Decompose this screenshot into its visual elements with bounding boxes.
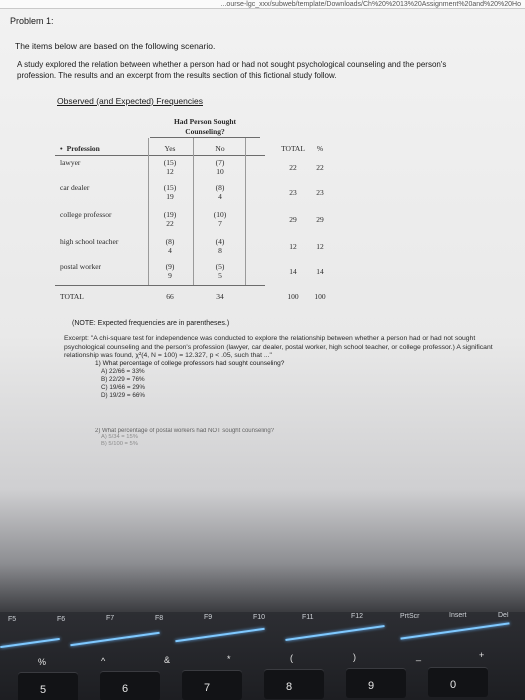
- q2-option-b[interactable]: B) 5/100 = 5%: [101, 441, 138, 447]
- question-1-text: 1) What percentage of college professors had sought counseling?: [95, 360, 285, 367]
- fkey-prtscr[interactable]: PrtScr: [400, 612, 420, 620]
- row-label: postal worker: [60, 262, 102, 271]
- total-header: TOTAL: [281, 144, 305, 153]
- group-header-line1: Had Person Sought: [173, 117, 237, 126]
- yes-header: Yes: [164, 144, 176, 153]
- intro-text: The items below are based on the following scenario.: [15, 41, 216, 51]
- fkey-f9[interactable]: F9: [204, 614, 213, 622]
- number-key-label: 6: [122, 683, 129, 695]
- yes-observed: 19: [166, 192, 174, 201]
- no-observed: 7: [218, 219, 222, 228]
- question-2: [95, 428, 274, 448]
- no-observed: 5: [218, 271, 222, 280]
- number-key-7[interactable]: [182, 670, 242, 700]
- q2-option-a[interactable]: A) 5/34 = 15%: [101, 434, 138, 440]
- symbol-key[interactable]: &: [164, 655, 171, 665]
- number-key-9[interactable]: [346, 668, 406, 698]
- symbol-key[interactable]: (: [290, 653, 293, 663]
- fkey-f7[interactable]: F7: [106, 615, 115, 623]
- symbol-key[interactable]: %: [38, 657, 47, 667]
- fkey-del[interactable]: Del: [498, 612, 509, 619]
- yes-observed: 22: [166, 219, 174, 228]
- question-1: [95, 360, 284, 400]
- q1-option-d[interactable]: D) 19/29 = 66%: [101, 392, 145, 399]
- row-total: 23: [289, 188, 297, 197]
- yes-observed: 12: [166, 167, 174, 176]
- yes-expected: (15): [163, 158, 177, 167]
- fkey-insert[interactable]: Insert: [449, 612, 467, 620]
- no-observed: 8: [218, 246, 222, 255]
- no-header: No: [215, 144, 225, 153]
- q1-option-c[interactable]: C) 19/66 = 29%: [101, 384, 145, 391]
- row-pct: 29: [316, 215, 324, 224]
- yes-observed: 4: [168, 246, 172, 255]
- row-label: car dealer: [60, 183, 90, 192]
- total-row-label: TOTAL: [60, 292, 84, 301]
- table-note: (NOTE: Expected frequencies are in parentheses.): [72, 320, 230, 327]
- total-no: 34: [216, 292, 224, 301]
- no-observed: 4: [218, 192, 222, 201]
- group-header-line2: Counseling?: [185, 127, 225, 136]
- no-expected: (7): [215, 158, 225, 167]
- no-expected: (10): [213, 210, 227, 219]
- number-key-label: 9: [368, 680, 375, 692]
- fkey-f11[interactable]: F11: [302, 613, 314, 621]
- fkey-f12[interactable]: F12: [351, 613, 364, 621]
- symbol-key[interactable]: +: [479, 650, 485, 660]
- number-key-label: 8: [286, 681, 293, 693]
- yes-expected: (8): [165, 237, 175, 246]
- yes-expected: (19): [163, 210, 177, 219]
- total-total: 100: [287, 292, 299, 301]
- row-pct: 14: [316, 267, 324, 276]
- fkey-f10[interactable]: F10: [253, 614, 266, 621]
- row-total: 14: [289, 267, 297, 276]
- row-label: college professor: [60, 210, 112, 219]
- row-label: lawyer: [60, 158, 81, 167]
- row-pct: 23: [316, 188, 324, 197]
- browser-url-bar[interactable]: ...ourse-lgc_xxx/subweb/template/Downloads/Ch%20%2013%20Assignment%20and%20%20Ho: [0, 0, 525, 9]
- total-pct: 100: [314, 292, 326, 301]
- total-yes: 66: [166, 292, 174, 301]
- no-expected: (5): [215, 262, 225, 271]
- number-key-8[interactable]: [264, 669, 324, 699]
- pct-header: %: [316, 144, 324, 153]
- symbol-key[interactable]: ^: [101, 656, 106, 666]
- row-pct: 12: [316, 242, 324, 251]
- fkey-f8[interactable]: F8: [155, 614, 164, 622]
- laptop-keyboard: [0, 612, 525, 700]
- number-key-label: 7: [204, 682, 211, 694]
- symbol-key[interactable]: ): [353, 652, 356, 662]
- fkey-f6[interactable]: F6: [57, 615, 66, 623]
- number-key-5[interactable]: [18, 672, 78, 700]
- row-total: 12: [289, 242, 297, 251]
- frequency-table: [55, 112, 355, 307]
- row-total: 22: [289, 163, 297, 172]
- results-excerpt: Excerpt: "A chi-square test for independence was conducted to explore the relationship between whether a person had or had not sought psychological counseling and the person's profession (lawyer, car dealer, postal worker, high school teacher, or college professor.) A significant relationship was found, χ²(4, N = 100) = 12.327, p < .05, such that ...": [64, 335, 493, 359]
- yes-expected: (9): [165, 262, 175, 271]
- row-label: high school teacher: [60, 237, 119, 246]
- profession-header: • Profession: [60, 144, 100, 153]
- no-expected: (4): [215, 237, 225, 246]
- observed-frequencies-title: Observed (and Expected) Frequencies: [57, 96, 203, 106]
- q1-option-b[interactable]: B) 22/29 = 76%: [101, 376, 145, 383]
- question-2-text: 2) What percentage of postal workers had NOT sought counseling?: [95, 428, 274, 434]
- number-key-6[interactable]: [100, 671, 160, 700]
- symbol-key[interactable]: *: [227, 654, 231, 664]
- yes-observed: 9: [168, 271, 172, 280]
- number-key-label: 5: [40, 684, 47, 696]
- scenario-text: A study explored the relation between whether a person had or had not sought psychological counseling and the person's profession. The results and an excerpt from the results section of this fictional study follow.: [17, 60, 447, 80]
- row-pct: 22: [316, 163, 324, 172]
- no-expected: (8): [215, 183, 225, 192]
- number-key-0[interactable]: [428, 667, 488, 697]
- no-observed: 10: [216, 167, 224, 176]
- row-total: 29: [289, 215, 297, 224]
- q1-option-a[interactable]: A) 22/66 = 33%: [101, 368, 145, 375]
- yes-expected: (15): [163, 183, 177, 192]
- number-key-label: 0: [450, 679, 457, 691]
- fkey-f5[interactable]: F5: [8, 616, 17, 623]
- problem-title: Problem 1:: [10, 16, 54, 26]
- symbol-key[interactable]: _: [416, 651, 422, 661]
